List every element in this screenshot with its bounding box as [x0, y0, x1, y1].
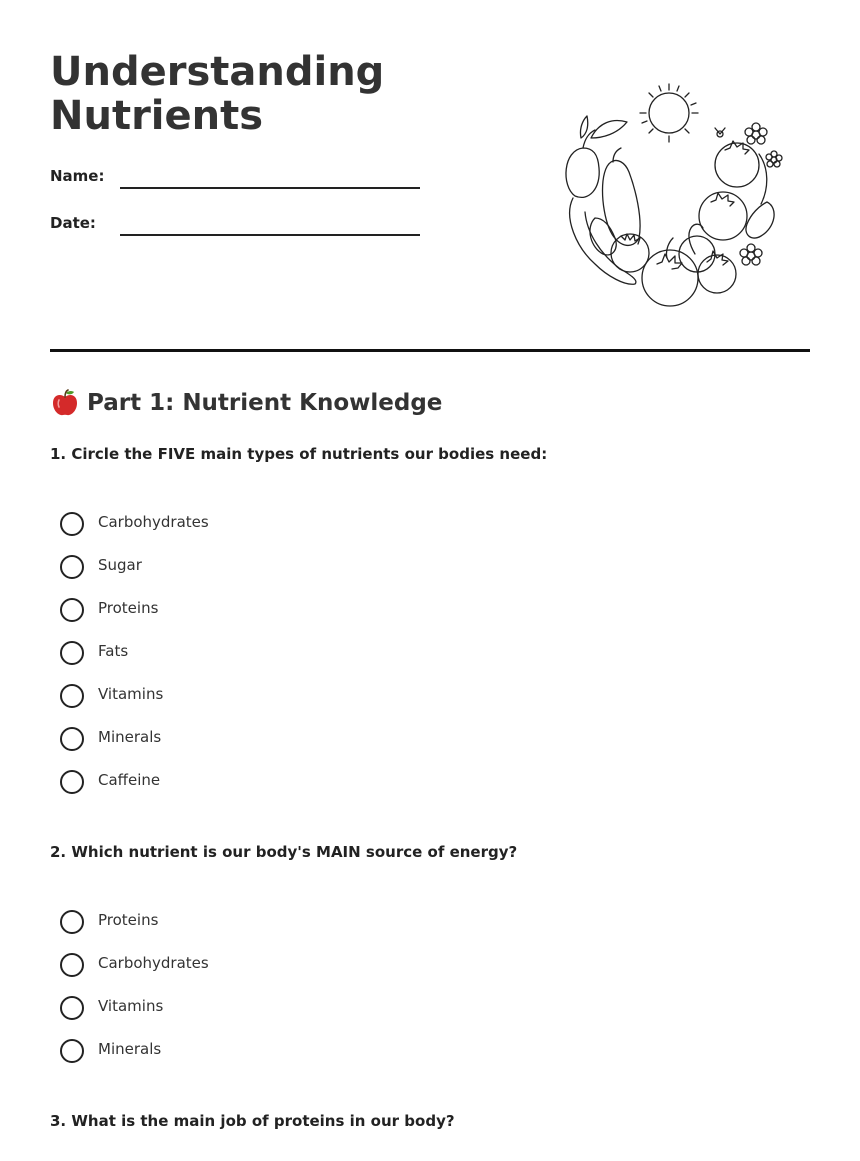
name-field[interactable]: [50, 167, 430, 197]
question-2: 2. Which nutrient is our body's MAIN source of energy?: [50, 843, 518, 861]
name-line[interactable]: [120, 187, 420, 189]
radio-circle[interactable]: [60, 727, 84, 751]
option-label: Fats: [98, 642, 129, 660]
option-label: Proteins: [98, 599, 159, 617]
apple-icon: [50, 388, 80, 418]
title-line-1: Understanding: [50, 49, 385, 95]
radio-circle[interactable]: [60, 770, 84, 794]
radio-circle[interactable]: [60, 598, 84, 622]
radio-circle[interactable]: [60, 996, 84, 1020]
radio-circle[interactable]: [60, 910, 84, 934]
radio-circle[interactable]: [60, 1039, 84, 1063]
radio-circle[interactable]: [60, 684, 84, 708]
date-label: Date:: [50, 214, 96, 232]
q2-option-carbohydrates[interactable]: [60, 952, 460, 978]
section-divider: [50, 349, 810, 352]
option-label: Sugar: [98, 556, 142, 574]
option-label: Minerals: [98, 1040, 162, 1058]
option-label: Minerals: [98, 728, 162, 746]
section-heading: [50, 388, 442, 418]
q2-option-minerals[interactable]: [60, 1038, 460, 1064]
radio-circle[interactable]: [60, 953, 84, 977]
option-label: Caffeine: [98, 771, 161, 789]
q1-option-carbohydrates[interactable]: [60, 511, 460, 537]
q1-option-sugar[interactable]: [60, 554, 460, 580]
option-label: Vitamins: [98, 685, 164, 703]
option-label: Carbohydrates: [98, 954, 209, 972]
date-field[interactable]: [50, 214, 430, 244]
vegetables-illustration: [555, 78, 795, 310]
radio-circle[interactable]: [60, 512, 84, 536]
q1-option-fats[interactable]: [60, 640, 460, 666]
date-line[interactable]: [120, 234, 420, 236]
q1-option-minerals[interactable]: [60, 726, 460, 752]
q1-option-proteins[interactable]: [60, 597, 460, 623]
title-line-2: Nutrients: [50, 93, 264, 139]
radio-circle[interactable]: [60, 641, 84, 665]
worksheet-title: [50, 50, 384, 138]
q1-option-caffeine[interactable]: [60, 769, 460, 795]
section-title: Part 1: Nutrient Knowledge: [87, 390, 443, 416]
q1-option-vitamins[interactable]: [60, 683, 460, 709]
q2-option-proteins[interactable]: [60, 909, 460, 935]
question-1: 1. Circle the FIVE main types of nutrients our bodies need:: [50, 445, 548, 463]
option-label: Vitamins: [98, 997, 164, 1015]
option-label: Proteins: [98, 911, 159, 929]
question-3: 3. What is the main job of proteins in our body?: [50, 1112, 455, 1130]
option-label: Carbohydrates: [98, 513, 209, 531]
flower-icon: [715, 123, 782, 265]
name-label: Name:: [50, 167, 105, 185]
sun-icon: [640, 84, 698, 142]
q2-option-vitamins[interactable]: [60, 995, 460, 1021]
radio-circle[interactable]: [60, 555, 84, 579]
